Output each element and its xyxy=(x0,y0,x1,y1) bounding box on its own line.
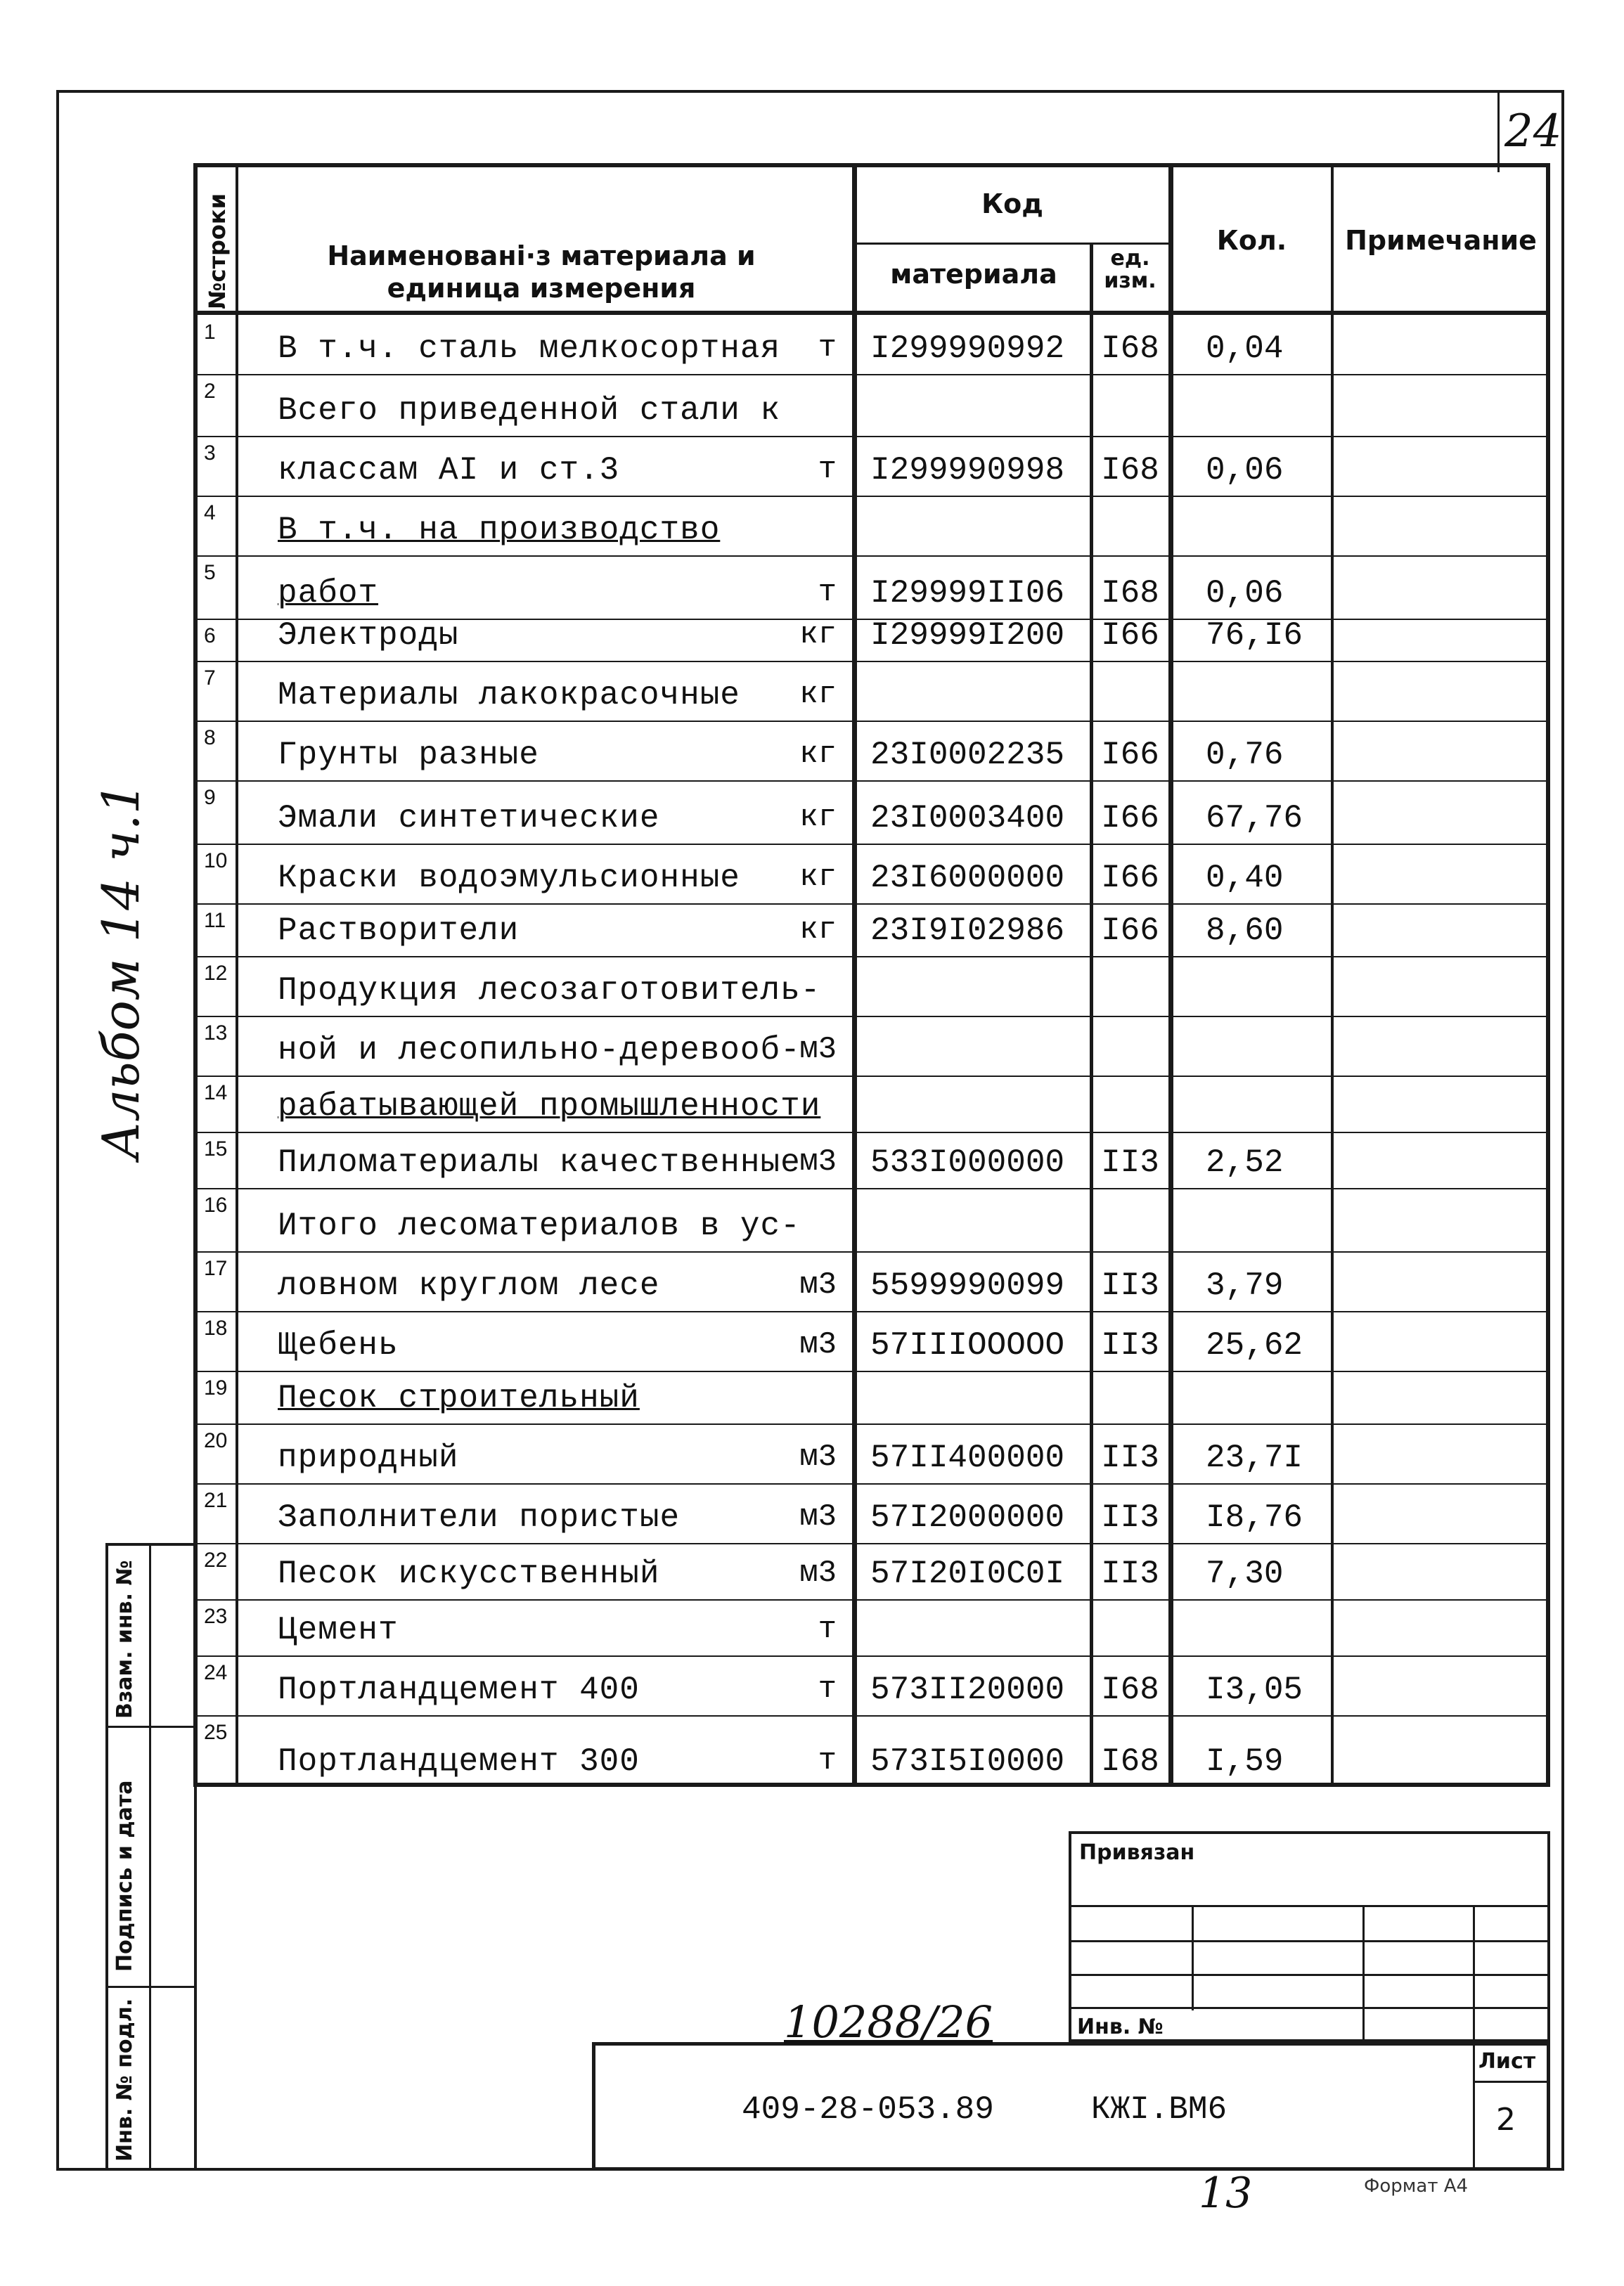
row-number: 25 xyxy=(204,1721,228,1744)
inv-no-label: Инв. № xyxy=(1077,2015,1164,2039)
row-code: I29999II06 xyxy=(870,575,1065,612)
row-code: 23I9I02986 xyxy=(870,912,1065,949)
row-unit: м3 xyxy=(799,1499,837,1535)
row-quantity: I8,76 xyxy=(1206,1499,1303,1536)
title-line-2 xyxy=(1069,1940,1550,1942)
row-unit: кг xyxy=(799,677,837,712)
list-divider xyxy=(1473,2042,1475,2171)
privyazan-label: Привязан xyxy=(1079,1840,1195,1865)
row-name: Итого лесоматериалов в ус- xyxy=(278,1208,801,1244)
row-divider xyxy=(193,1483,1550,1485)
row-code: 57I20I0C0I xyxy=(870,1556,1065,1592)
row-number: 21 xyxy=(204,1489,228,1512)
row-quantity: I3,05 xyxy=(1206,1672,1303,1708)
row-unit: т xyxy=(818,330,837,366)
row-quantity: 7,30 xyxy=(1206,1556,1284,1592)
row-name: Заполнители пористые xyxy=(278,1499,681,1536)
row-name: Продукция лесозаготовитель- xyxy=(278,972,821,1009)
row-name: Портландцемент 400 xyxy=(278,1672,640,1708)
inv-podl-label: Инв. № подл. xyxy=(112,1998,137,2162)
row-unit-code: II3 xyxy=(1101,1556,1159,1592)
page-number: 24 xyxy=(1504,105,1562,157)
row-divider xyxy=(193,436,1550,437)
row-code: 23I6000000 xyxy=(870,860,1065,896)
header-name-label: Наименовані·з материала и единица измерения xyxy=(327,240,756,304)
row-unit: т xyxy=(818,1612,837,1647)
row-unit: т xyxy=(818,1743,837,1778)
row-unit-code: I66 xyxy=(1101,737,1159,773)
title-line-4 xyxy=(1069,2007,1550,2009)
title-vline-3 xyxy=(1473,1905,1475,2042)
row-number: 1 xyxy=(204,321,216,344)
row-code: 573I5I0000 xyxy=(870,1743,1065,1780)
row-number: 10 xyxy=(204,849,228,872)
row-unit: т xyxy=(818,575,837,610)
row-number: 8 xyxy=(204,726,216,749)
row-number: 14 xyxy=(204,1081,228,1104)
left-stamp-line-2 xyxy=(105,1986,197,1988)
row-number: 23 xyxy=(204,1605,228,1628)
row-divider xyxy=(193,721,1550,722)
row-name: Пиломатериалы качественные xyxy=(278,1144,801,1181)
row-divider xyxy=(193,1251,1550,1253)
row-divider xyxy=(193,1543,1550,1544)
row-number: 11 xyxy=(204,909,226,932)
row-unit-code: I68 xyxy=(1101,452,1159,489)
header-code: Код xyxy=(981,188,1043,219)
row-unit-code: I66 xyxy=(1101,800,1159,837)
row-number: 18 xyxy=(204,1317,228,1340)
row-unit: кг xyxy=(799,800,837,835)
row-name: рабатывающей промышленности xyxy=(278,1088,821,1125)
row-code: 23I0002235 xyxy=(870,737,1065,773)
header-bottom-line xyxy=(193,311,1550,315)
row-number: 7 xyxy=(204,666,216,690)
page-hand-number: 13 xyxy=(1199,2169,1253,2218)
row-code: 23I0003400 xyxy=(870,800,1065,837)
row-number: 2 xyxy=(204,380,216,403)
row-unit: кг xyxy=(799,860,837,895)
header-code-unit: ед. изм. xyxy=(1104,246,1156,293)
row-number: 20 xyxy=(204,1429,228,1452)
row-name: ловном круглом лесе xyxy=(278,1267,660,1304)
row-divider xyxy=(193,844,1550,845)
row-divider xyxy=(193,555,1550,557)
format-label: Формат А4 xyxy=(1364,2176,1469,2197)
row-divider xyxy=(193,1715,1550,1717)
row-unit: т xyxy=(818,1672,837,1707)
row-code: 57I2000000 xyxy=(870,1499,1065,1536)
row-unit: кг xyxy=(799,737,837,772)
row-quantity: 23,7I xyxy=(1206,1440,1303,1476)
row-divider xyxy=(193,661,1550,662)
row-divider xyxy=(193,1016,1550,1017)
row-unit-code: II3 xyxy=(1101,1327,1159,1364)
row-name: В т.ч. сталь мелкосортная xyxy=(278,330,781,367)
row-number: 5 xyxy=(204,561,216,584)
row-code: I299990992 xyxy=(870,330,1065,367)
list-label-line xyxy=(1473,2081,1550,2083)
left-stamp-line-1 xyxy=(105,1726,197,1728)
row-code: 533I000000 xyxy=(870,1144,1065,1181)
row-name: Портландцемент 300 xyxy=(278,1743,640,1780)
row-name: Песок строительный xyxy=(278,1380,640,1416)
row-quantity: I,59 xyxy=(1206,1743,1284,1780)
row-divider xyxy=(193,956,1550,957)
row-divider xyxy=(193,1371,1550,1372)
album-side-label: Альбом 14 ч.1 xyxy=(91,782,150,1160)
vzam-inv-label: Взам. инв. № xyxy=(112,1560,137,1719)
row-unit-code: I66 xyxy=(1101,617,1159,654)
row-name: Эмали синтетические xyxy=(278,800,660,837)
row-quantity: 0,40 xyxy=(1206,860,1284,896)
row-unit-code: II3 xyxy=(1101,1499,1159,1536)
row-unit-code: I68 xyxy=(1101,330,1159,367)
row-divider xyxy=(193,496,1550,497)
row-code: 57IIIOOOOO xyxy=(870,1327,1065,1364)
header-row-no xyxy=(204,193,231,309)
row-divider xyxy=(193,374,1550,375)
row-unit-code: I68 xyxy=(1101,1743,1159,1780)
row-divider xyxy=(193,780,1550,782)
row-number: 16 xyxy=(204,1194,228,1217)
row-unit: м3 xyxy=(799,1556,837,1591)
row-name: природный xyxy=(278,1440,459,1476)
row-number: 24 xyxy=(204,1661,228,1684)
row-divider xyxy=(193,903,1550,905)
row-name: Краски водоэмульсионные xyxy=(278,860,740,896)
row-unit: м3 xyxy=(799,1440,837,1475)
row-quantity: 76,I6 xyxy=(1206,617,1303,654)
row-number: 22 xyxy=(204,1549,228,1572)
row-name: Электроды xyxy=(278,617,459,654)
list-number: 2 xyxy=(1496,2102,1516,2138)
row-divider xyxy=(193,1655,1550,1657)
row-quantity: 0,76 xyxy=(1206,737,1284,773)
row-quantity: 3,79 xyxy=(1206,1267,1284,1304)
code-header-split xyxy=(854,243,1171,245)
title-line-1 xyxy=(1069,1905,1550,1907)
row-code: I29999I200 xyxy=(870,617,1065,654)
row-name: Растворители xyxy=(278,912,520,949)
row-unit: кг xyxy=(799,912,837,948)
row-divider xyxy=(193,1599,1550,1601)
row-name: В т.ч. на производство xyxy=(278,512,721,548)
row-unit-code: I68 xyxy=(1101,575,1159,612)
header-qty: Кол. xyxy=(1216,225,1287,256)
row-unit: м3 xyxy=(799,1267,837,1303)
row-unit-code: I66 xyxy=(1101,860,1159,896)
row-unit-code: II3 xyxy=(1101,1267,1159,1304)
row-unit: т xyxy=(818,452,837,487)
row-unit: м3 xyxy=(799,1144,837,1180)
doc-code: 409-28-053.89 КЖI.ВМ6 xyxy=(742,2091,1227,2128)
row-name: Материалы лакокрасочные xyxy=(278,677,740,713)
row-quantity: 8,60 xyxy=(1206,912,1284,949)
row-code: 573II20000 xyxy=(870,1672,1065,1708)
row-number: 9 xyxy=(204,786,216,809)
row-quantity: 0,06 xyxy=(1206,575,1284,612)
handwritten-number: 10288/26 xyxy=(784,1996,993,2048)
left-stamp-divider xyxy=(149,1543,151,2171)
row-code: 57II400000 xyxy=(870,1440,1065,1476)
list-label: Лист xyxy=(1478,2049,1536,2074)
row-number: 15 xyxy=(204,1137,228,1161)
header-row-no-label: №строки xyxy=(204,193,231,309)
title-vline-2 xyxy=(1362,1905,1365,2042)
row-name: Всего приведенной стали к xyxy=(278,392,781,429)
row-divider xyxy=(193,1311,1550,1312)
row-divider xyxy=(193,1076,1550,1077)
row-number: 4 xyxy=(204,501,216,524)
row-number: 13 xyxy=(204,1021,228,1045)
row-quantity: 67,76 xyxy=(1206,800,1303,837)
row-unit: м3 xyxy=(799,1327,837,1362)
row-code: I299990998 xyxy=(870,452,1065,489)
row-quantity: 0,04 xyxy=(1206,330,1284,367)
header-code-material: материала xyxy=(890,259,1057,290)
title-line-3 xyxy=(1069,1974,1550,1976)
row-unit: м3 xyxy=(799,1032,837,1067)
row-divider xyxy=(193,1188,1550,1189)
row-name: Щебень xyxy=(278,1327,399,1364)
row-unit-code: I66 xyxy=(1101,912,1159,949)
row-divider xyxy=(193,1132,1550,1133)
row-number: 19 xyxy=(204,1376,228,1400)
row-unit-code: II3 xyxy=(1101,1144,1159,1181)
row-number: 17 xyxy=(204,1257,228,1280)
row-name: Грунты разные xyxy=(278,737,539,773)
row-number: 3 xyxy=(204,441,216,465)
row-name: Песок искусственный xyxy=(278,1556,660,1592)
row-quantity: 0,06 xyxy=(1206,452,1284,489)
row-divider xyxy=(193,1423,1550,1425)
page-number-box-divider xyxy=(1497,91,1500,172)
row-name: ной и лесопильно-деревооб- xyxy=(278,1032,801,1068)
row-number: 12 xyxy=(204,962,228,985)
row-quantity: 25,62 xyxy=(1206,1327,1303,1364)
row-name: классам АI и ст.3 xyxy=(278,452,620,489)
header-name xyxy=(253,207,830,304)
header-note: Примечание xyxy=(1345,225,1537,256)
row-unit-code: I68 xyxy=(1101,1672,1159,1708)
row-name: Цемент xyxy=(278,1612,399,1648)
row-unit: кг xyxy=(799,617,837,652)
row-number: 6 xyxy=(204,624,216,647)
row-code: 5599990099 xyxy=(870,1267,1065,1304)
row-unit-code: II3 xyxy=(1101,1440,1159,1476)
row-quantity: 2,52 xyxy=(1206,1144,1284,1181)
title-vline-1 xyxy=(1192,1905,1194,2010)
row-name: работ xyxy=(278,575,379,612)
podpis-label: Подпись и дата xyxy=(112,1780,137,1972)
